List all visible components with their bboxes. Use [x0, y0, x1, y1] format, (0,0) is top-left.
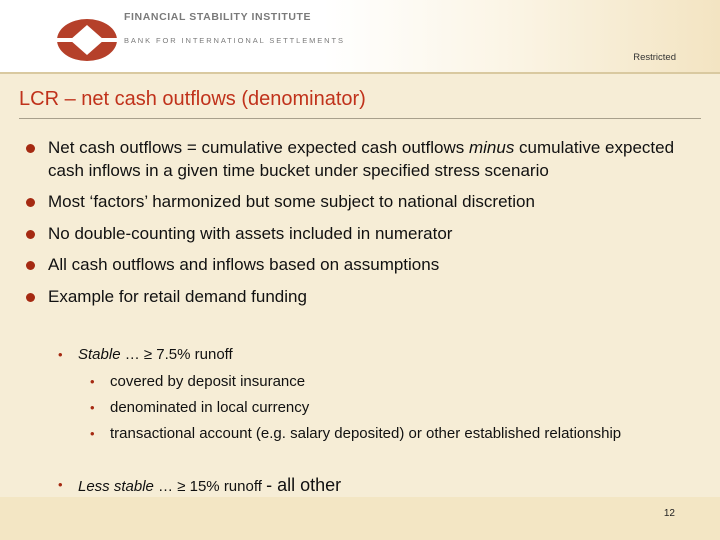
sub-bullet-icon: • [58, 347, 63, 362]
bullet-text: Most ‘factors’ harmonized but some subject to national discretion [48, 192, 535, 211]
criteria-text: covered by deposit insurance [110, 373, 306, 390]
title-divider [19, 118, 701, 119]
bullet-text-suffix: cumulative expected cash inflows in a given time bucket under specified stress scenario [48, 138, 675, 180]
criteria-bullet-icon: • [90, 400, 95, 415]
less-stable-sub-list [56, 475, 676, 497]
criteria-bullet-icon: • [90, 426, 95, 441]
criteria-item [90, 372, 650, 392]
sub-bullet-stable [56, 345, 676, 365]
criteria-text: transactional account (e.g. salary deposited) or other established relationship [110, 425, 622, 442]
sub-bullet-less-stable [56, 475, 676, 497]
sub-bullet-icon: • [58, 477, 63, 492]
bullet-item [24, 137, 704, 182]
slide-title: LCR – net cash outflows (denominator) [19, 88, 366, 110]
bullet-text: Example for retail demand funding [48, 286, 307, 306]
less-stable-tail: - all other [266, 475, 342, 495]
organization-name: BANK FOR INTERNATIONAL SETTLEMENTS [124, 36, 345, 45]
bullet-text-prefix: Net cash outflows = cumulative expected cash outflows [48, 138, 469, 157]
criteria-bullet-icon: • [90, 374, 95, 389]
stable-sub-list [56, 345, 676, 365]
classification-label: Restricted [633, 52, 676, 63]
bullet-text: No double-counting with assets included in numerator [48, 223, 453, 243]
bullet-icon [26, 293, 35, 302]
bullet-item [24, 191, 704, 214]
less-stable-runoff: … ≥ 15% runoff [153, 478, 267, 495]
stable-criteria-list [56, 372, 676, 444]
stable-runoff: … ≥ 7.5% runoff [120, 346, 233, 363]
bis-logo-icon [56, 18, 118, 62]
bullet-icon [26, 198, 35, 207]
criteria-item [90, 398, 650, 418]
bullet-icon [26, 144, 35, 153]
bullet-list [24, 137, 704, 317]
footer-band [0, 497, 720, 540]
institute-name: FINANCIAL STABILITY INSTITUTE [124, 11, 312, 23]
bullet-icon [26, 261, 35, 270]
bullet-text: All cash outflows and inflows based on assumptions [48, 255, 440, 274]
criteria-text: denominated in local currency [110, 399, 310, 416]
header-divider [0, 72, 720, 74]
bullet-icon [26, 230, 35, 239]
bullet-item [24, 254, 704, 277]
criteria-item [90, 424, 650, 444]
bullet-item [24, 223, 704, 246]
bullet-text-emphasis: minus [468, 138, 515, 157]
page-number: 12 [663, 508, 675, 519]
stable-label: Stable [78, 346, 121, 363]
less-stable-label: Less stable [78, 478, 154, 495]
bullet-item [24, 286, 704, 309]
